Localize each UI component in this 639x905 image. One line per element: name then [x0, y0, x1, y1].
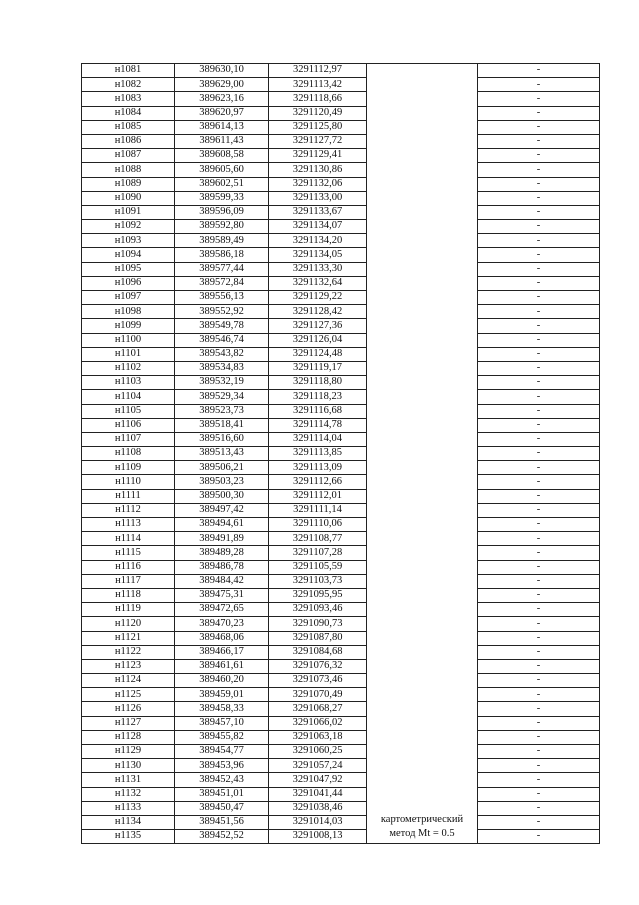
x-coordinate-cell: 389470,23	[175, 617, 269, 631]
point-name-cell: н1086	[82, 134, 175, 148]
table-row	[82, 574, 600, 588]
y-coordinate-cell: 3291133,67	[269, 205, 367, 219]
error-cell: -	[478, 404, 600, 418]
error-cell: -	[478, 730, 600, 744]
x-coordinate-cell: 389506,21	[175, 461, 269, 475]
table-row	[82, 532, 600, 546]
point-name-cell: н1096	[82, 276, 175, 290]
method-line-2: метод Mt = 0.5	[389, 828, 455, 840]
error-cell: -	[478, 546, 600, 560]
point-name-cell: н1084	[82, 106, 175, 120]
error-cell: -	[478, 461, 600, 475]
y-coordinate-cell: 3291107,28	[269, 546, 367, 560]
point-name-cell: н1103	[82, 376, 175, 390]
error-cell: -	[478, 617, 600, 631]
x-coordinate-cell: 389500,30	[175, 489, 269, 503]
point-name-cell: н1091	[82, 205, 175, 219]
y-coordinate-cell: 3291113,42	[269, 78, 367, 92]
x-coordinate-cell: 389468,06	[175, 631, 269, 645]
error-cell: -	[478, 815, 600, 829]
error-cell: -	[478, 518, 600, 532]
point-name-cell: н1090	[82, 191, 175, 205]
point-name-cell: н1089	[82, 177, 175, 191]
x-coordinate-cell: 389451,01	[175, 787, 269, 801]
error-cell: -	[478, 801, 600, 815]
error-cell: -	[478, 674, 600, 688]
table-row	[82, 489, 600, 503]
x-coordinate-cell: 389523,73	[175, 404, 269, 418]
point-name-cell: н1133	[82, 801, 175, 815]
error-cell: -	[478, 489, 600, 503]
table-row	[82, 603, 600, 617]
x-coordinate-cell: 389605,60	[175, 163, 269, 177]
x-coordinate-cell: 389452,43	[175, 773, 269, 787]
point-name-cell: н1125	[82, 688, 175, 702]
y-coordinate-cell: 3291105,59	[269, 560, 367, 574]
y-coordinate-cell: 3291060,25	[269, 745, 367, 759]
point-name-cell: н1123	[82, 659, 175, 673]
y-coordinate-cell: 3291087,80	[269, 631, 367, 645]
point-name-cell: н1092	[82, 220, 175, 234]
table-row	[82, 560, 600, 574]
table-row	[82, 305, 600, 319]
point-name-cell: н1093	[82, 234, 175, 248]
y-coordinate-cell: 3291126,04	[269, 333, 367, 347]
point-name-cell: н1126	[82, 702, 175, 716]
error-cell: -	[478, 347, 600, 361]
table-row	[82, 830, 600, 844]
x-coordinate-cell: 389592,80	[175, 220, 269, 234]
table-row	[82, 688, 600, 702]
table-row	[82, 631, 600, 645]
point-name-cell: н1083	[82, 92, 175, 106]
point-name-cell: н1094	[82, 248, 175, 262]
point-name-cell: н1131	[82, 773, 175, 787]
x-coordinate-cell: 389451,56	[175, 815, 269, 829]
error-cell: -	[478, 291, 600, 305]
x-coordinate-cell: 389458,33	[175, 702, 269, 716]
error-cell: -	[478, 134, 600, 148]
x-coordinate-cell: 389623,16	[175, 92, 269, 106]
y-coordinate-cell: 3291127,36	[269, 319, 367, 333]
point-name-cell: н1085	[82, 120, 175, 134]
point-name-cell: н1099	[82, 319, 175, 333]
x-coordinate-cell: 389611,43	[175, 134, 269, 148]
error-cell: -	[478, 560, 600, 574]
table-row	[82, 163, 600, 177]
point-name-cell: н1121	[82, 631, 175, 645]
point-name-cell: н1107	[82, 432, 175, 446]
table-row	[82, 361, 600, 375]
x-coordinate-cell: 389460,20	[175, 674, 269, 688]
y-coordinate-cell: 3291133,30	[269, 262, 367, 276]
x-coordinate-cell: 389486,78	[175, 560, 269, 574]
error-cell: -	[478, 191, 600, 205]
x-coordinate-cell: 389497,42	[175, 503, 269, 517]
y-coordinate-cell: 3291125,80	[269, 120, 367, 134]
point-name-cell: н1114	[82, 532, 175, 546]
error-cell: -	[478, 645, 600, 659]
y-coordinate-cell: 3291113,09	[269, 461, 367, 475]
point-name-cell: н1118	[82, 588, 175, 602]
table-row	[82, 191, 600, 205]
error-cell: -	[478, 532, 600, 546]
point-name-cell: н1119	[82, 603, 175, 617]
x-coordinate-cell: 389489,28	[175, 546, 269, 560]
error-cell: -	[478, 830, 600, 844]
point-name-cell: н1124	[82, 674, 175, 688]
error-cell: -	[478, 588, 600, 602]
error-cell: -	[478, 92, 600, 106]
x-coordinate-cell: 389455,82	[175, 730, 269, 744]
y-coordinate-cell: 3291113,85	[269, 447, 367, 461]
x-coordinate-cell: 389620,97	[175, 106, 269, 120]
error-cell: -	[478, 390, 600, 404]
point-name-cell: н1122	[82, 645, 175, 659]
point-name-cell: н1082	[82, 78, 175, 92]
table-row	[82, 773, 600, 787]
y-coordinate-cell: 3291119,17	[269, 361, 367, 375]
x-coordinate-cell: 389454,77	[175, 745, 269, 759]
table-row	[82, 759, 600, 773]
x-coordinate-cell: 389457,10	[175, 716, 269, 730]
error-cell: -	[478, 106, 600, 120]
point-name-cell: н1100	[82, 333, 175, 347]
table-row	[82, 518, 600, 532]
y-coordinate-cell: 3291132,06	[269, 177, 367, 191]
y-coordinate-cell: 3291112,97	[269, 64, 367, 78]
error-cell: -	[478, 177, 600, 191]
error-cell: -	[478, 659, 600, 673]
error-cell: -	[478, 220, 600, 234]
y-coordinate-cell: 3291111,14	[269, 503, 367, 517]
table-row	[82, 801, 600, 815]
y-coordinate-cell: 3291076,32	[269, 659, 367, 673]
point-name-cell: н1132	[82, 787, 175, 801]
point-name-cell: н1110	[82, 475, 175, 489]
point-name-cell: н1134	[82, 815, 175, 829]
table-row	[82, 347, 600, 361]
table-row	[82, 674, 600, 688]
x-coordinate-cell: 389577,44	[175, 262, 269, 276]
y-coordinate-cell: 3291114,04	[269, 432, 367, 446]
error-cell: -	[478, 361, 600, 375]
table-row	[82, 787, 600, 801]
error-cell: -	[478, 262, 600, 276]
y-coordinate-cell: 3291127,72	[269, 134, 367, 148]
point-name-cell: н1109	[82, 461, 175, 475]
error-cell: -	[478, 447, 600, 461]
table-row	[82, 64, 600, 78]
point-name-cell: н1112	[82, 503, 175, 517]
table-row	[82, 702, 600, 716]
table-row	[82, 177, 600, 191]
point-name-cell: н1106	[82, 418, 175, 432]
x-coordinate-cell: 389629,00	[175, 78, 269, 92]
table-row	[82, 645, 600, 659]
x-coordinate-cell: 389602,51	[175, 177, 269, 191]
x-coordinate-cell: 389475,31	[175, 588, 269, 602]
y-coordinate-cell: 3291116,68	[269, 404, 367, 418]
x-coordinate-cell: 389459,01	[175, 688, 269, 702]
table-row	[82, 390, 600, 404]
point-name-cell: н1101	[82, 347, 175, 361]
table-row	[82, 234, 600, 248]
y-coordinate-cell: 3291129,22	[269, 291, 367, 305]
y-coordinate-cell: 3291063,18	[269, 730, 367, 744]
x-coordinate-cell: 389472,65	[175, 603, 269, 617]
x-coordinate-cell: 389546,74	[175, 333, 269, 347]
x-coordinate-cell: 389532,19	[175, 376, 269, 390]
point-name-cell: н1105	[82, 404, 175, 418]
table-row	[82, 92, 600, 106]
error-cell: -	[478, 702, 600, 716]
point-name-cell: н1128	[82, 730, 175, 744]
point-name-cell: н1130	[82, 759, 175, 773]
error-cell: -	[478, 745, 600, 759]
x-coordinate-cell: 389534,83	[175, 361, 269, 375]
error-cell: -	[478, 376, 600, 390]
x-coordinate-cell: 389491,89	[175, 532, 269, 546]
x-coordinate-cell: 389556,13	[175, 291, 269, 305]
table-row	[82, 276, 600, 290]
point-name-cell: н1117	[82, 574, 175, 588]
table-row	[82, 120, 600, 134]
point-name-cell: н1129	[82, 745, 175, 759]
x-coordinate-cell: 389466,17	[175, 645, 269, 659]
error-cell: -	[478, 78, 600, 92]
point-name-cell: н1115	[82, 546, 175, 560]
error-cell: -	[478, 603, 600, 617]
y-coordinate-cell: 3291124,48	[269, 347, 367, 361]
y-coordinate-cell: 3291047,92	[269, 773, 367, 787]
x-coordinate-cell: 389549,78	[175, 319, 269, 333]
error-cell: -	[478, 305, 600, 319]
table-row	[82, 418, 600, 432]
table-row	[82, 333, 600, 347]
point-name-cell: н1127	[82, 716, 175, 730]
error-cell: -	[478, 773, 600, 787]
x-coordinate-cell: 389543,82	[175, 347, 269, 361]
y-coordinate-cell: 3291084,68	[269, 645, 367, 659]
x-coordinate-cell: 389461,61	[175, 659, 269, 673]
error-cell: -	[478, 149, 600, 163]
point-name-cell: н1097	[82, 291, 175, 305]
table-row	[82, 447, 600, 461]
point-name-cell: н1111	[82, 489, 175, 503]
x-coordinate-cell: 389529,34	[175, 390, 269, 404]
table-row	[82, 546, 600, 560]
point-name-cell: н1087	[82, 149, 175, 163]
method-line-1: картометрический	[380, 813, 464, 825]
error-cell: -	[478, 759, 600, 773]
table-row	[82, 432, 600, 446]
error-cell: -	[478, 276, 600, 290]
y-coordinate-cell: 3291134,07	[269, 220, 367, 234]
table-row	[82, 659, 600, 673]
table-row	[82, 134, 600, 148]
coordinates-table-body	[82, 64, 600, 844]
y-coordinate-cell: 3291110,06	[269, 518, 367, 532]
x-coordinate-cell: 389518,41	[175, 418, 269, 432]
x-coordinate-cell: 389608,58	[175, 149, 269, 163]
error-cell: -	[478, 333, 600, 347]
error-cell: -	[478, 64, 600, 78]
error-cell: -	[478, 432, 600, 446]
table-row	[82, 404, 600, 418]
y-coordinate-cell: 3291103,73	[269, 574, 367, 588]
table-row	[82, 78, 600, 92]
y-coordinate-cell: 3291108,77	[269, 532, 367, 546]
error-cell: -	[478, 787, 600, 801]
table-row	[82, 730, 600, 744]
x-coordinate-cell: 389450,47	[175, 801, 269, 815]
error-cell: -	[478, 688, 600, 702]
error-cell: -	[478, 503, 600, 517]
y-coordinate-cell: 3291129,41	[269, 149, 367, 163]
table-row	[82, 248, 600, 262]
y-coordinate-cell: 3291068,27	[269, 702, 367, 716]
table-row	[82, 262, 600, 276]
error-cell: -	[478, 248, 600, 262]
y-coordinate-cell: 3291093,46	[269, 603, 367, 617]
point-name-cell: н1113	[82, 518, 175, 532]
method-cell	[367, 64, 478, 844]
error-cell: -	[478, 234, 600, 248]
error-cell: -	[478, 319, 600, 333]
point-name-cell: н1135	[82, 830, 175, 844]
y-coordinate-cell: 3291008,13	[269, 830, 367, 844]
x-coordinate-cell: 389589,49	[175, 234, 269, 248]
point-name-cell: н1102	[82, 361, 175, 375]
point-name-cell: н1108	[82, 447, 175, 461]
table-row	[82, 106, 600, 120]
y-coordinate-cell: 3291014,03	[269, 815, 367, 829]
table-row	[82, 149, 600, 163]
y-coordinate-cell: 3291134,05	[269, 248, 367, 262]
point-name-cell: н1095	[82, 262, 175, 276]
x-coordinate-cell: 389596,09	[175, 205, 269, 219]
y-coordinate-cell: 3291118,80	[269, 376, 367, 390]
x-coordinate-cell: 389452,52	[175, 830, 269, 844]
y-coordinate-cell: 3291073,46	[269, 674, 367, 688]
table-row	[82, 617, 600, 631]
table-row	[82, 291, 600, 305]
x-coordinate-cell: 389516,60	[175, 432, 269, 446]
x-coordinate-cell: 389630,10	[175, 64, 269, 78]
point-name-cell: н1081	[82, 64, 175, 78]
table-row	[82, 319, 600, 333]
y-coordinate-cell: 3291112,66	[269, 475, 367, 489]
error-cell: -	[478, 205, 600, 219]
y-coordinate-cell: 3291130,86	[269, 163, 367, 177]
y-coordinate-cell: 3291070,49	[269, 688, 367, 702]
y-coordinate-cell: 3291041,44	[269, 787, 367, 801]
x-coordinate-cell: 389453,96	[175, 759, 269, 773]
point-name-cell: н1104	[82, 390, 175, 404]
table-row	[82, 815, 600, 829]
point-name-cell: н1088	[82, 163, 175, 177]
error-cell: -	[478, 475, 600, 489]
table-row	[82, 716, 600, 730]
x-coordinate-cell: 389586,18	[175, 248, 269, 262]
error-cell: -	[478, 574, 600, 588]
y-coordinate-cell: 3291134,20	[269, 234, 367, 248]
table-row	[82, 376, 600, 390]
table-row	[82, 475, 600, 489]
y-coordinate-cell: 3291118,66	[269, 92, 367, 106]
error-cell: -	[478, 163, 600, 177]
y-coordinate-cell: 3291133,00	[269, 191, 367, 205]
error-cell: -	[478, 120, 600, 134]
table-row	[82, 588, 600, 602]
x-coordinate-cell: 389599,33	[175, 191, 269, 205]
coordinates-table	[81, 63, 600, 844]
x-coordinate-cell: 389513,43	[175, 447, 269, 461]
error-cell: -	[478, 418, 600, 432]
table-row	[82, 220, 600, 234]
point-name-cell: н1116	[82, 560, 175, 574]
table-row	[82, 205, 600, 219]
x-coordinate-cell: 389494,61	[175, 518, 269, 532]
table-row	[82, 745, 600, 759]
y-coordinate-cell: 3291066,02	[269, 716, 367, 730]
y-coordinate-cell: 3291120,49	[269, 106, 367, 120]
x-coordinate-cell: 389572,84	[175, 276, 269, 290]
y-coordinate-cell: 3291114,78	[269, 418, 367, 432]
y-coordinate-cell: 3291118,23	[269, 390, 367, 404]
y-coordinate-cell: 3291090,73	[269, 617, 367, 631]
x-coordinate-cell: 389484,42	[175, 574, 269, 588]
error-cell: -	[478, 631, 600, 645]
y-coordinate-cell: 3291128,42	[269, 305, 367, 319]
y-coordinate-cell: 3291057,24	[269, 759, 367, 773]
y-coordinate-cell: 3291112,01	[269, 489, 367, 503]
error-cell: -	[478, 716, 600, 730]
x-coordinate-cell: 389614,13	[175, 120, 269, 134]
y-coordinate-cell: 3291038,46	[269, 801, 367, 815]
point-name-cell: н1098	[82, 305, 175, 319]
y-coordinate-cell: 3291132,64	[269, 276, 367, 290]
table-row	[82, 461, 600, 475]
x-coordinate-cell: 389552,92	[175, 305, 269, 319]
point-name-cell: н1120	[82, 617, 175, 631]
y-coordinate-cell: 3291095,95	[269, 588, 367, 602]
table-row	[82, 503, 600, 517]
x-coordinate-cell: 389503,23	[175, 475, 269, 489]
